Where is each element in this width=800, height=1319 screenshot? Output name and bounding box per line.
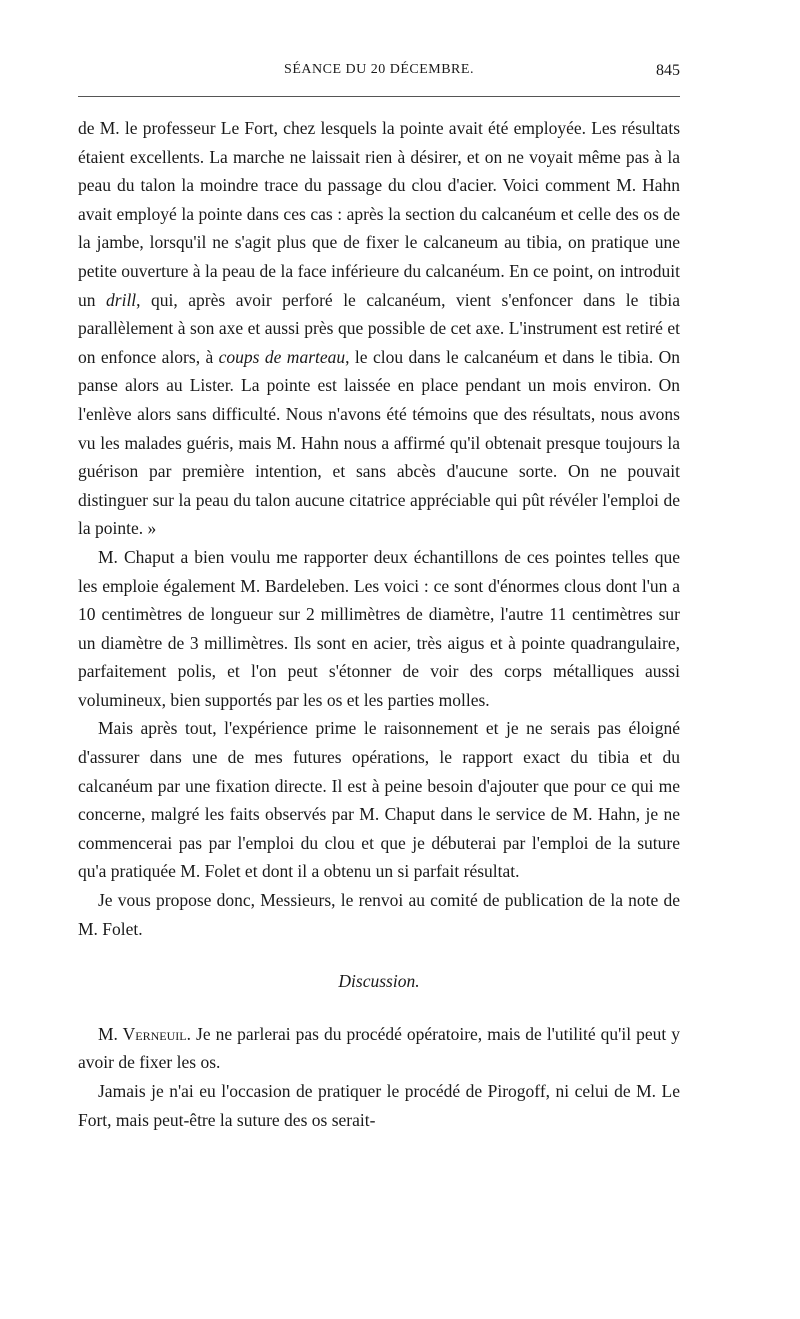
running-head: [78, 62, 680, 86]
body-text: [78, 114, 680, 1134]
text-run: Je ne parlerai pas du procédé opératoire, mais de l'utilité qu'il peut y avoir de fixer les os.: [78, 1023, 680, 1073]
book-page: [78, 0, 680, 1319]
paragraph-experience: Mais après tout, l'expérience prime le raisonnement et je ne serais pas éloigné d'assurer dans une de mes futures opérations, le rapport exact du tibia et du calcanéum par une fixation directe. Il est à peine besoin d'ajouter que pour ce qui me concerne, malgré les faits observés par M. Chaput dans le service de M. Hahn, je ne commencerai pas par l'emploi du clou et que je débuterai par l'emploi de la suture qu'a pratiquée M. Folet et dont il a obtenu un si parfait résultat.: [78, 718, 680, 882]
paragraph-proposal: Je vous propose donc, Messieurs, le renvoi au comité de publication de la note de M. Folet.: [78, 890, 680, 939]
italic-term: coups de marteau: [218, 346, 346, 367]
speaker-name: M. Verneuil.: [98, 1023, 191, 1044]
text-run: de M. le professeur Le Fort, chez lesquels la pointe avait été employée. Les résultats étaient excellents. La marche ne laissait rien à désirer, et on ne voyait même pas à la peau du talon la moindre trace du passage du clou d'acier. Voici comment M. Hahn avait employé la pointe dans ces cas : après la section du calcanéum et celle des os de la jambe, lorsqu'il ne s'agit plus que de fixer le calcaneum au tibia, on pratique une petite ouverture à la peau de la face inférieure du calcanéum. En ce point, on introduit un: [78, 118, 680, 310]
paragraph-chaput-samples: M. Chaput a bien voulu me rapporter deux échantillons de ces pointes telles que les emploie également M. Bardeleben. Les voici : ce sont d'énormes clous dont l'un a 10 centimètres de longueur sur 2 millimètres de diamètre, l'autre 11 centimètres sur un diamètre de 3 millimètres. Ils sont en acier, très aigus et à pointe quadrangulaire, parfaitement polis, et l'on peut s'étonner de voir des corps métalliques aussi volumineux, bien supportés par les os et les parties molles.: [78, 546, 680, 710]
paragraph-continued: [78, 114, 680, 543]
running-title: SÉANCE DU 20 DÉCEMBRE.: [284, 62, 474, 77]
section-heading-discussion: Discussion.: [338, 971, 420, 992]
text-run: , le clou dans le calcanéum et dans le tibia. On panse alors au Lister. La pointe est laissée en place pendant un mois environ. On l'enlève alors sans difficulté. Nous n'avons été témoins que des résultats, nous avons vu les malades guéris, mais M. Hahn nous a affirmé qu'il obtenait presque toujours la guérison par première intention, et sans abcès d'aucune sorte. On ne pouvait distinguer sur la peau du talon aucune citatrice appréciable qui pût révéler l'emploi de la pointe. »: [78, 346, 680, 539]
page-number: 845: [656, 62, 680, 79]
paragraph-pirogoff: Jamais je n'ai eu l'occasion de pratiquer le procédé de Pirogoff, ni celui de M. Le Fort, mais peut-être la suture des os serait-: [78, 1081, 680, 1130]
header-rule: [78, 96, 680, 97]
text-run: , qui, après avoir perforé le calcanéum, vient s'enfoncer dans le tibia parallèlement à son axe et aussi près que possible de cet axe. L'instrument est retiré et on enfonce alors, à: [78, 289, 680, 367]
italic-term: drill: [106, 289, 137, 310]
paragraph-verneuil: [78, 1020, 680, 1077]
